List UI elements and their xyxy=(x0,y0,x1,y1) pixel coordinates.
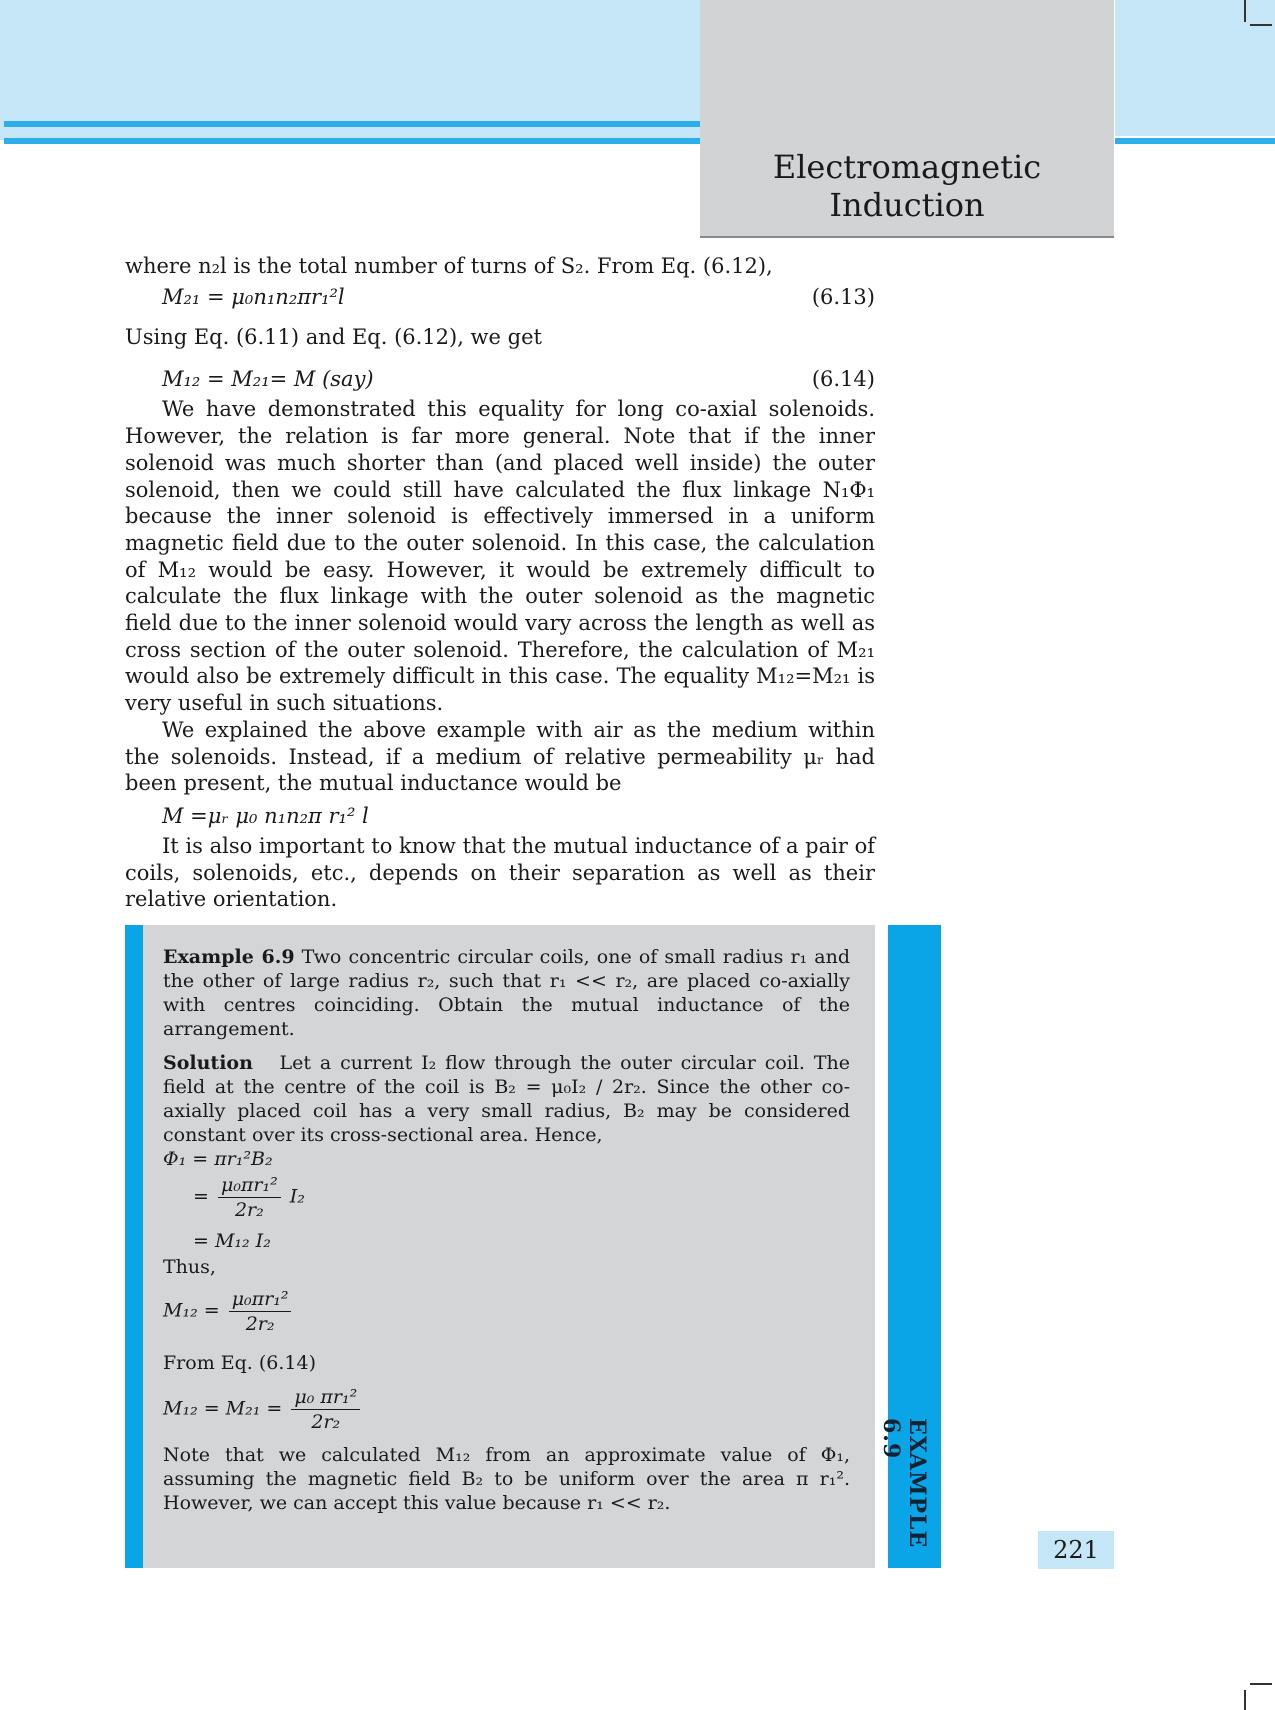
equation-number: (6.14) xyxy=(811,367,875,392)
chapter-title: Electromagnetic Induction xyxy=(772,148,1042,224)
example-solution: Solution Let a current I₂ flow through the outer circular coil. The field at the centre of the coil is B₂ = μ₀I₂ / 2r₂. Since the other co-axially placed coil has a very small radius, B₂ may be considered constant over its cross-sectional area. Hence, xyxy=(163,1052,850,1146)
header-rule xyxy=(4,121,700,127)
header-band-right xyxy=(1115,0,1275,136)
header-rule xyxy=(4,138,700,144)
math-line: M₁₂ = $\frac{\text{μ₀πr₁²}}{\text{2r₂}}$ xyxy=(163,1281,850,1347)
equation: M₂₁ = μ₀n₁n₂πr₁²l xyxy=(162,284,345,309)
paragraph: We explained the above example with air as the medium within the solenoids. Instead, if a medium of relative permeability μᵣ had been present, the mutual inductance would be xyxy=(125,717,875,796)
example-side-label: EXAMPLE 6.9 xyxy=(878,1418,930,1549)
paragraph: Using Eq. (6.11) and Eq. (6.12), we get xyxy=(125,324,542,349)
example-content xyxy=(163,945,850,1515)
header-rule-right xyxy=(1115,138,1275,144)
equation: M₁₂ = M₂₁= M (say) xyxy=(162,367,374,392)
equation-6-14 xyxy=(125,366,875,396)
crop-mark xyxy=(1244,1690,1246,1710)
paragraph: where n₂l is the total number of turns of S₂. From Eq. (6.12), xyxy=(125,254,773,278)
math-line: M₁₂ = M₂₁ = $\frac{\text{μ₀ πr₁²}}{\text{2r₂}}$ xyxy=(163,1377,850,1443)
chapter-title-box xyxy=(700,0,1114,238)
fraction: $\frac{\text{μ₀πr₁²}}{\text{2r₂}}$ xyxy=(218,1173,281,1222)
crop-mark xyxy=(1250,1683,1272,1685)
page-number: 221 xyxy=(1053,1536,1099,1564)
math-line: Φ₁ = πr₁²B₂ xyxy=(163,1148,273,1170)
math-line: = $\frac{\text{μ₀πr₁²}}{\text{2r₂}}$ I₂ xyxy=(193,1174,305,1221)
equation: M =μᵣ μ₀ n₁n₂π r₁² l xyxy=(162,803,369,828)
example-question: Example 6.9 Two concentric circular coils, one of small radius r₁ and the other of large radius r₂, such that r₁ << r₂, are placed co-axially with centres coinciding. Obtain the mutual inductance of the arrangement. xyxy=(163,946,850,1040)
fraction: $\frac{\text{μ₀πr₁²}}{\text{2r₂}}$ xyxy=(229,1287,292,1336)
crop-mark xyxy=(1244,0,1246,22)
crop-mark xyxy=(1250,24,1272,26)
math-line: = M₁₂ I₂ xyxy=(193,1230,271,1252)
paragraph: It is also important to know that the mutual inductance of a pair of coils, solenoids, etc., depends on their separation as well as their relative orientation. xyxy=(125,833,875,912)
from-eq-text: From Eq. (6.14) xyxy=(163,1352,317,1374)
example-label: Example 6.9 xyxy=(163,946,295,968)
solution-label: Solution xyxy=(163,1052,253,1074)
equation-6-13 xyxy=(125,284,875,314)
page-number-box xyxy=(1038,1531,1114,1569)
equation-number: (6.13) xyxy=(811,284,875,309)
header-band xyxy=(0,0,700,140)
equation-mu xyxy=(125,803,875,833)
paragraph: We have demonstrated this equality for long co-axial solenoids. However, the relation is far more general. Note that if the inner solenoid was much shorter than (and placed well inside) the outer solenoid, then we could still have calculated the flux linkage N₁Φ₁ because the inner solenoid is effectively immersed in a uniform magnetic field due to the outer solenoid. In this case, the calculation of M₁₂ would be easy. However, it would be extremely difficult to calculate the flux linkage with the outer solenoid as the magnetic field due to the inner solenoid would vary across the length as well as cross section of the outer solenoid. Therefore, the calculation of M₂₁ would also be extremely difficult in this case. The equality M₁₂=M₂₁ is very useful in such situations. xyxy=(125,397,875,716)
fraction: $\frac{\text{μ₀ πr₁²}}{\text{2r₂}}$ xyxy=(291,1385,360,1434)
body-text xyxy=(125,253,875,913)
example-accent-bar xyxy=(125,925,143,1568)
example-note: Note that we calculated M₁₂ from an approximate value of Φ₁, assuming the magnetic field B₂ to be uniform over the area π r₁². However, we can accept this value because r₁ << r₂. xyxy=(163,1444,850,1514)
thus-text: Thus, xyxy=(163,1256,216,1278)
